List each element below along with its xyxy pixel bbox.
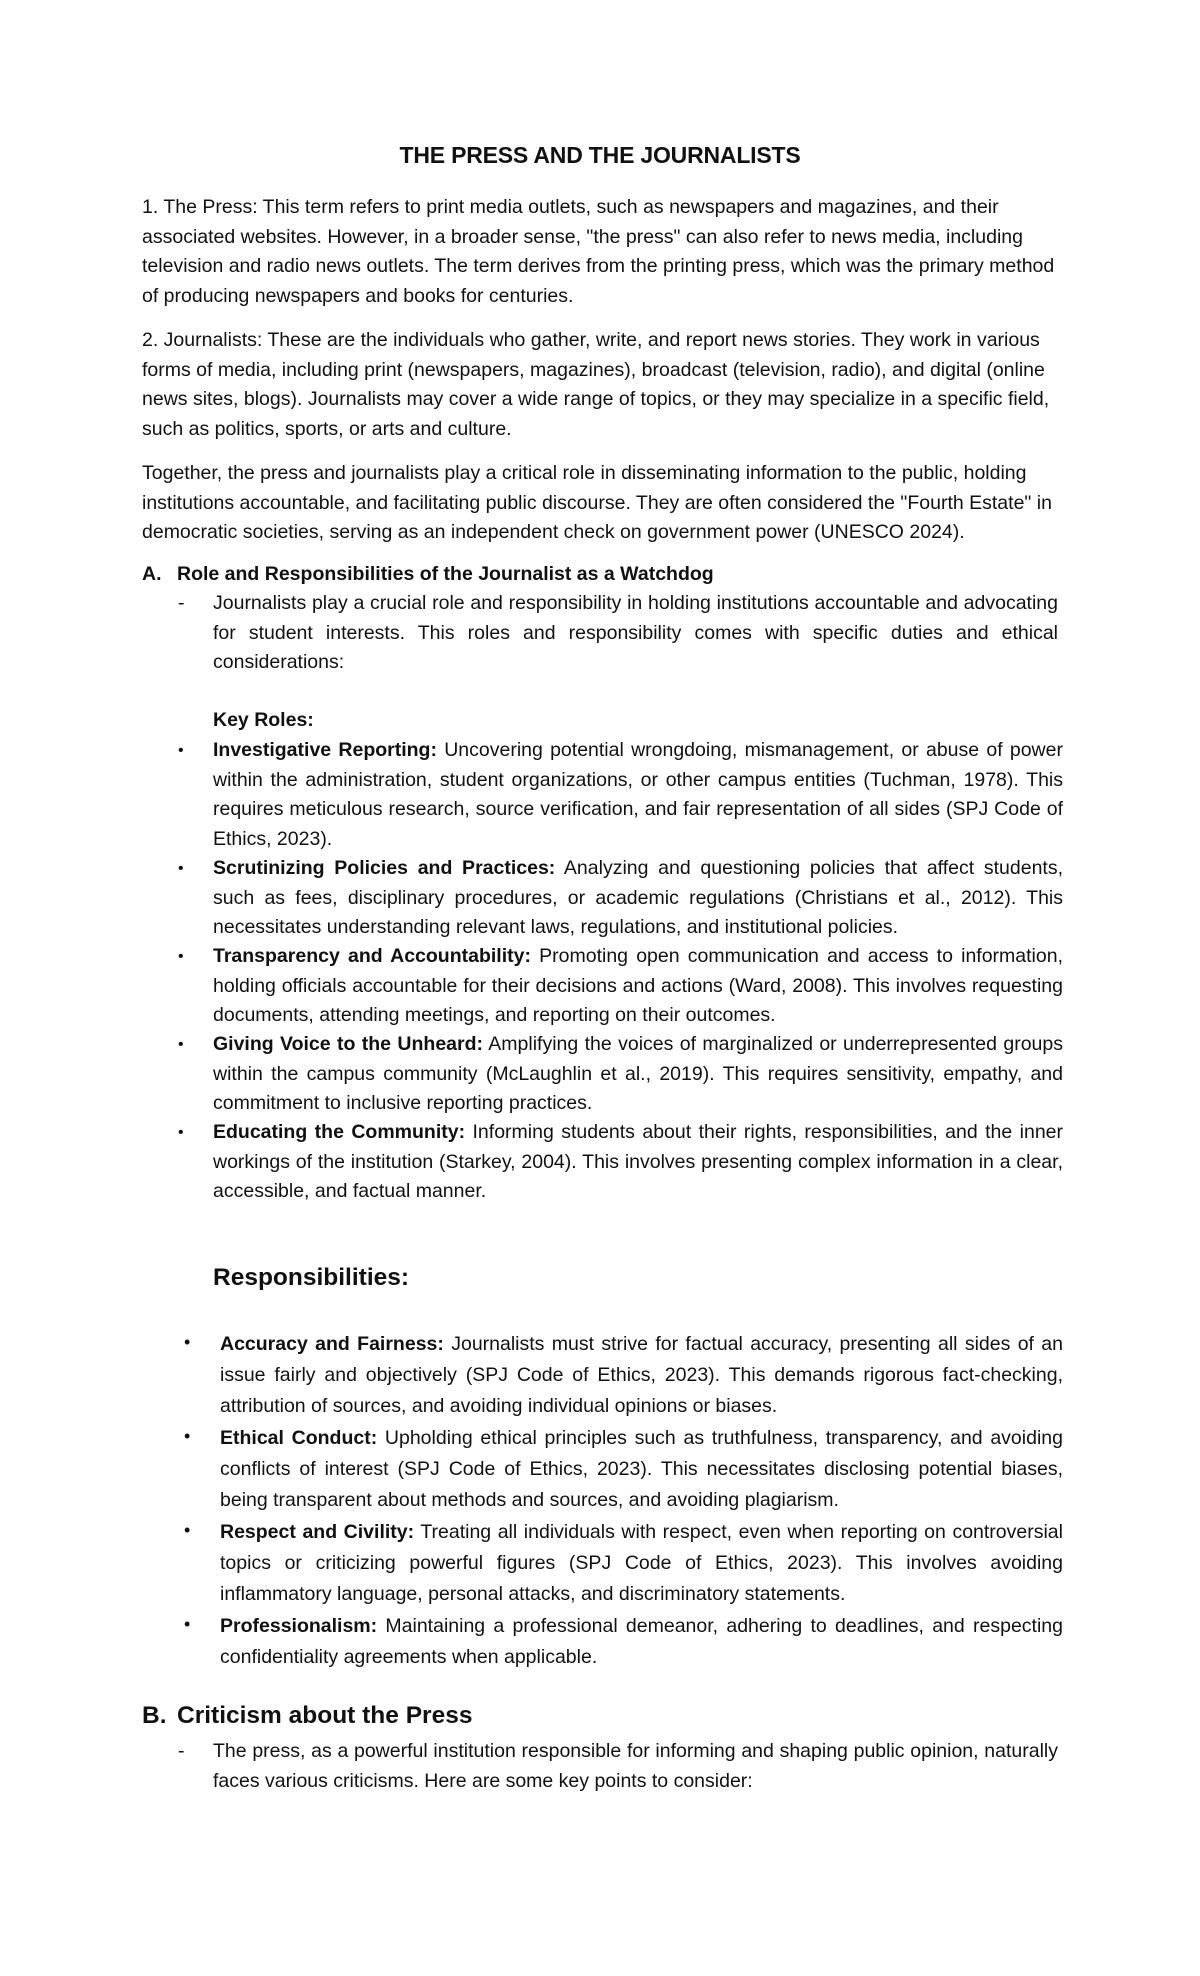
section-a-title: Role and Responsibilities of the Journalist as a Watchdog (177, 563, 714, 585)
paragraph-together: Together, the press and journalists play a critical role in disseminating information to the public, holding institutions accountable, and facilitating public discourse. They are often considered the "Fourth Estate" in democratic societies, serving as an independent check on government power (UNESCO 2024). (142, 462, 1052, 543)
item-text: Journalists must strive for factual accuracy, presenting all sides of an issue fairly and objectively (SPJ Code of Ethics, 2023). This demands rigorous fact-checking, attribution of sources, and avoiding individual opinions or biases. (220, 1333, 1063, 1417)
item-text: Amplifying the voices of marginalized or underrepresented groups within the campus community (McLaughlin et al., 2019). This requires sensitivity, empathy, and commitment to inclusive reporting practices. (213, 1033, 1063, 1114)
item-term: Professionalism: (220, 1615, 378, 1637)
item-text: Upholding ethical principles such as truthfulness, transparency, and avoiding conflicts of interest (SPJ Code of Ethics, 2023). This necessitates disclosing potential biases, being transparent about methods and sources, and avoiding plagiarism. (220, 1427, 1063, 1511)
section-b-letter: B. (142, 1702, 167, 1729)
dash-marker: - (178, 1740, 185, 1762)
item-text: Informing students about their rights, responsibilities, and the inner workings of the institution (Starkey, 2004). This involves presenting complex information in a clear, accessible, and factual manner. (213, 1121, 1063, 1202)
list-item (178, 1030, 1063, 1119)
item-term: Accuracy and Fairness: (220, 1333, 444, 1355)
section-a-intro (178, 589, 1058, 678)
section-a-letter: A. (142, 563, 162, 585)
bullet-icon: • (178, 1036, 184, 1053)
item-text: Promoting open communication and access to information, holding officials accountable for their decisions and actions (Ward, 2008). This involves requesting documents, attending meetings, and reporting on their outcomes. (213, 945, 1063, 1026)
dash-marker: - (178, 592, 185, 614)
bullet-icon: • (184, 1520, 191, 1540)
section-a-intro-text: Journalists play a crucial role and responsibility in holding institutions accountable and advocating for student interests. This roles and responsibility comes with specific duties and ethical considerations: (213, 592, 1058, 673)
list-item (184, 1423, 1063, 1516)
item-text: Uncovering potential wrongdoing, mismanagement, or abuse of power within the administration, student organizations, or other campus entities (Tuchman, 1978). This requires meticulous research, source verification, and fair representation of all sides (SPJ Code of Ethics, 2023). (213, 739, 1063, 850)
bullet-icon: • (178, 1124, 184, 1141)
page-title: THE PRESS AND THE JOURNALISTS (399, 142, 801, 168)
section-a-heading (142, 560, 714, 590)
bullet-icon: • (178, 742, 184, 759)
item-term: Ethical Conduct: (220, 1427, 378, 1449)
item-text: Analyzing and questioning policies that affect students, such as fees, disciplinary procedures, or academic regulations (Christians et al., 2012). This necessitates understanding relevant laws, regulations, and institutional policies. (213, 857, 1063, 938)
item-term: Respect and Civility: (220, 1521, 415, 1543)
paragraph-journalists: 2. Journalists: These are the individuals who gather, write, and report news stories. They work in various forms of media, including print (newspapers, magazines), broadcast (television, radio), and digital (online news sites, blogs). Journalists may cover a wide range of topics, or they may specialize in a specific field, such as politics, sports, or arts and culture. (142, 329, 1050, 440)
section-b-intro (178, 1737, 1058, 1796)
item-text: Maintaining a professional demeanor, adhering to deadlines, and respecting confidentiality agreements when applicable. (220, 1615, 1063, 1668)
item-text: Treating all individuals with respect, even when reporting on controversial topics or criticizing powerful figures (SPJ Code of Ethics, 2023). This involves avoiding inflammatory language, personal attacks, and discriminatory statements. (220, 1521, 1063, 1605)
key-roles-heading: Key Roles: (213, 709, 314, 731)
bullet-icon: • (184, 1426, 191, 1446)
section-b-intro-text: The press, as a powerful institution responsible for informing and shaping public opinion, naturally faces various criticisms. Here are some key points to consider: (213, 1740, 1058, 1792)
bullet-icon: • (178, 948, 184, 965)
paragraph-the-press: 1. The Press: This term refers to print media outlets, such as newspapers and magazines, and their associated websites. However, in a broader sense, "the press" can also refer to news media, including television and radio news outlets. The term derives from the printing press, which was the primary method of producing newspapers and books for centuries. (142, 196, 1055, 307)
list-item (178, 1118, 1063, 1207)
bullet-icon: • (184, 1614, 191, 1634)
bullet-icon: • (178, 860, 184, 877)
item-term: Giving Voice to the Unheard: (213, 1033, 483, 1055)
list-item (184, 1329, 1063, 1422)
responsibilities-heading: Responsibilities: (213, 1264, 410, 1291)
section-b-heading (142, 1702, 472, 1730)
list-item (184, 1517, 1063, 1610)
item-term: Transparency and Accountability: (213, 945, 531, 967)
list-item (178, 942, 1063, 1031)
list-item (178, 736, 1063, 854)
bullet-icon: • (184, 1332, 191, 1352)
list-item (184, 1611, 1063, 1673)
section-b-title: Criticism about the Press (177, 1702, 473, 1729)
item-term: Educating the Community: (213, 1121, 466, 1143)
item-term: Scrutinizing Policies and Practices: (213, 857, 556, 879)
list-item (178, 854, 1063, 943)
item-term: Investigative Reporting: (213, 739, 437, 761)
